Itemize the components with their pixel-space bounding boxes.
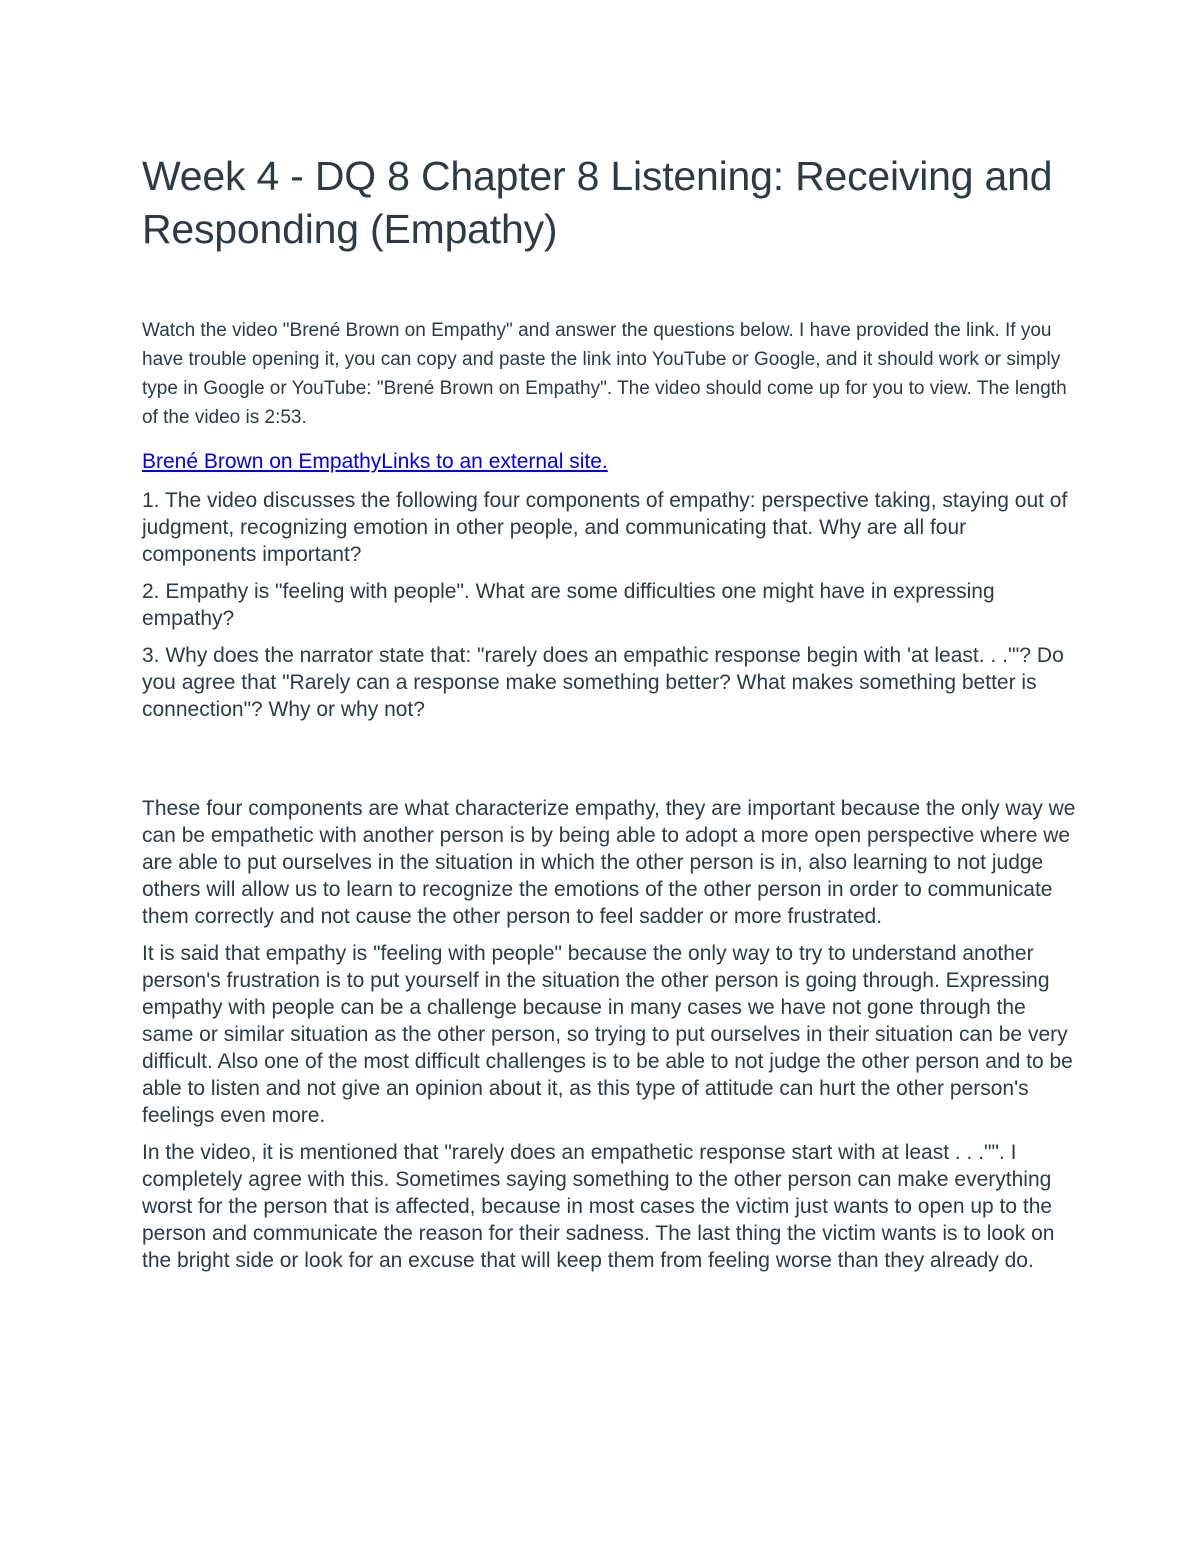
document-page: [142, 150, 1082, 1274]
page-title: Week 4 - DQ 8 Chapter 8 Listening: Receiving and Responding (Empathy): [142, 153, 1053, 252]
question-1: 1. The video discusses the following four components of empathy: perspective taking, staying out of judgment, recognizing emotion in other people, and communicating that. Why are all four components important?: [142, 489, 1068, 566]
instructions-paragraph: Watch the video "Brené Brown on Empathy" and answer the questions below. I have provided the link. If you have trouble opening it, you can copy and paste the link into YouTube or Google, and it should work or simply type in Google or YouTube: "Brené Brown on Empathy". The video should come up for you to view. The length of the video is 2:53.: [142, 320, 1067, 428]
answer-3: In the video, it is mentioned that "rarely does an empathetic response start with at least . . ."". I completely agree with this. Sometimes saying something to the other person can make everything worst for the person that is affected, because in most cases the victim just wants to open up to the person and communicate the reason for their sadness. The last thing the victim wants is to look on the bright side or look for an excuse that will keep them from feeling worse than they already do.: [142, 1141, 1055, 1272]
video-external-link[interactable]: Brené Brown on EmpathyLinks to an external site.: [142, 450, 608, 473]
answer-2: It is said that empathy is "feeling with people" because the only way to try to understand another person's frustration is to put yourself in the situation the other person is going through. Expressing empathy with people can be a challenge because in many cases we have not gone through the same or similar situation as the other person, so trying to put ourselves in their situation can be very difficult. Also one of the most difficult challenges is to be able to not judge the other person and to be able to listen and not give an opinion about it, as this type of attitude can hurt the other person's feelings even more.: [142, 942, 1073, 1127]
video-link-paragraph: [142, 448, 1082, 475]
question-3: 3. Why does the narrator state that: "rarely does an empathic response begin with 'at least. . .'"? Do you agree that "Rarely can a response make something better? What makes something better is connection"? Why or why not?: [142, 644, 1064, 721]
question-2: 2. Empathy is "feeling with people". What are some difficulties one might have in expressing empathy?: [142, 580, 995, 630]
answer-1: These four components are what characterize empathy, they are important because the only way we can be empathetic with another person is by being able to adopt a more open perspective where we are able to put ourselves in the situation in which the other person is in, also learning to not judge others will allow us to learn to recognize the emotions of the other person in order to communicate them correctly and not cause the other person to feel sadder or more frustrated.: [142, 797, 1076, 928]
